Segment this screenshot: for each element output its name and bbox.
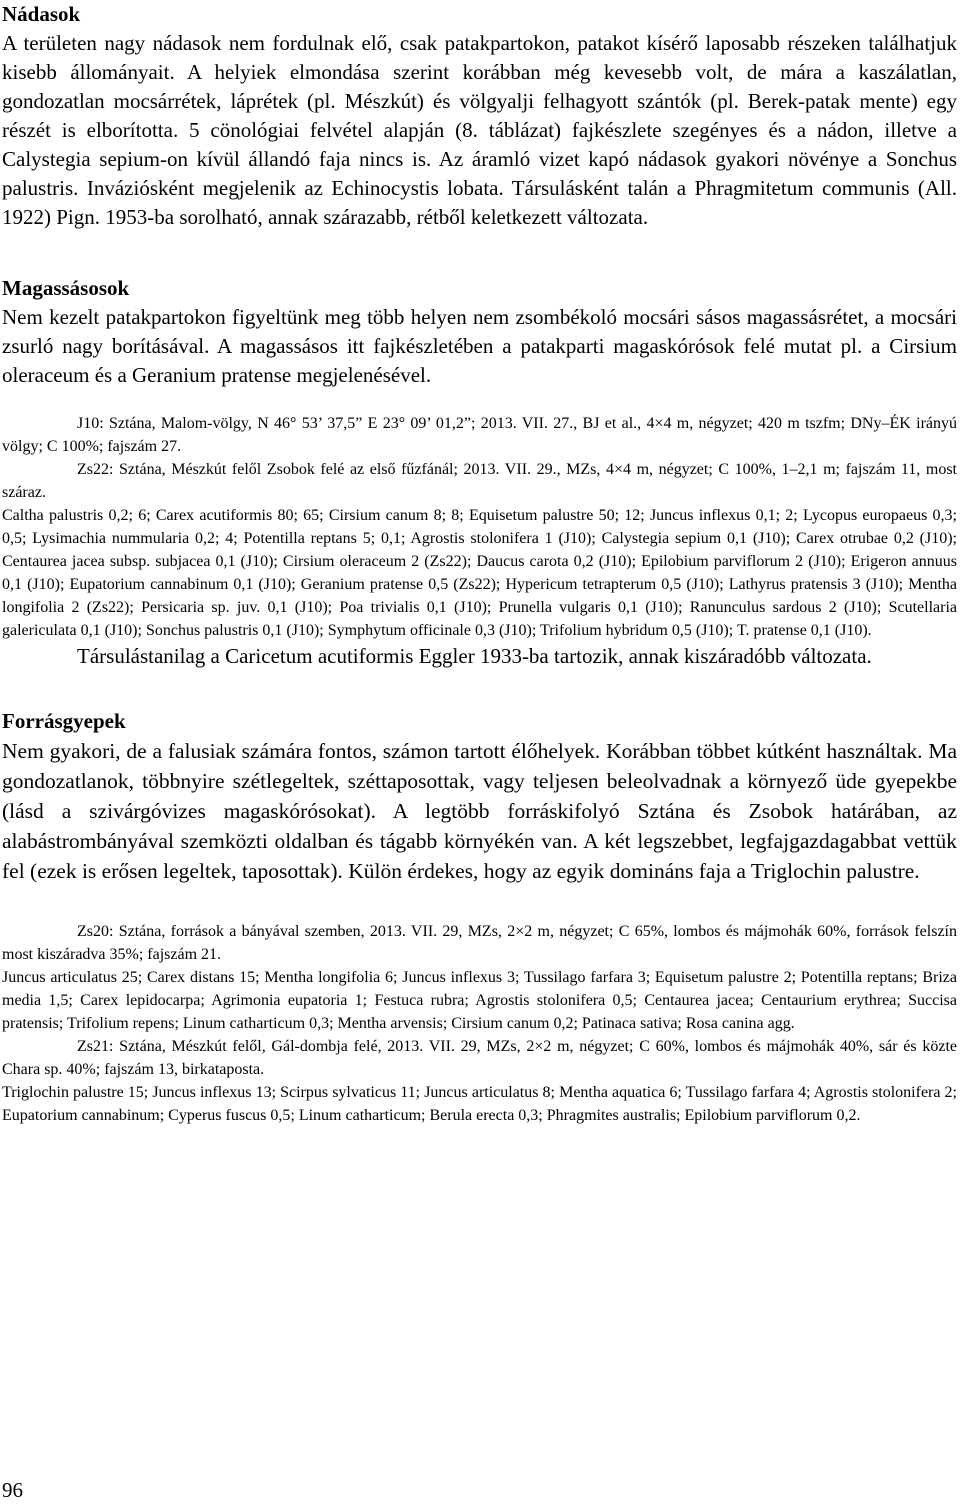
releves-forrasgyepek bbox=[2, 920, 957, 1127]
releve-header-zs20: Zs20: Sztána, források a bányával szemben, 2013. VII. 29, MZs, 2×2 m, négyzet; C 65%, lombos és májmohák 60%, források felszín most kiszáradva 35%; fajszám 21. bbox=[2, 923, 957, 963]
section-forrasgyepek bbox=[2, 707, 957, 1127]
section-title-nadasok: Nádasok bbox=[2, 2, 81, 26]
section-title-magassasosok: Magassásosok bbox=[2, 276, 130, 300]
section-title-forrasgyepek: Forrásgyepek bbox=[2, 709, 126, 733]
paragraph-magassasosok: Nem kezelt patakpartokon figyeltünk meg több helyen nem zsombékoló mocsári sásos magassásrétet, a mocsári zsurló nagy borításával. A magassásos itt fajkészletében a patakparti magaskórósok felé mutat pl. a Cirsium oleraceum és a Geranium pratense megjelenésével. bbox=[2, 305, 957, 387]
page-number: 96 bbox=[2, 1478, 23, 1502]
species-list-zs21: Triglochin palustre 15; Juncus inflexus 13; Scirpus sylvaticus 11; Juncus articulatus 8; Mentha aquatica 6; Tussilago farfara 4; Agrostis stolonifera 2; Eupatorium cannabinum; Cyperus fuscus 0,5; Linum catharticum; Berula erecta 0,3; Phragmites australis; Epilobium parviflorum 0,2. bbox=[2, 1084, 957, 1124]
section-magassasosok bbox=[2, 274, 957, 671]
releve-header-j10: J10: Sztána, Malom-völgy, N 46° 53’ 37,5” E 23° 09’ 01,2”; 2013. VII. 27., BJ et al., 4×4 m, négyzet; 420 m tszfm; DNy–ÉK irányú völgy; C 100%; fajszám 27. bbox=[2, 415, 957, 455]
paragraph-forrasgyepek: Nem gyakori, de a falusiak számára fontos, számon tartott élőhelyek. Korábban többet kútként használtak. Ma gondozatlanok, többnyire szétlegeltek, széttaposottak, vagy teljesen beleolvadnak a környező üde gyepekbe (lásd a szivárgóvizes magaskórósokat). A legtöbb forráskifolyó Sztána és Zsobok határában, az alabástrombányával szemközti oldalban és tágabb környékén van. A két legszebbet, legfajgazdagabbat vettük fel (ezek is erősen legeltek, taposottak). Külön érdekes, hogy az egyik domináns faja a Triglochin palustre. bbox=[2, 739, 957, 883]
species-list-zs20: Juncus articulatus 25; Carex distans 15; Mentha longifolia 6; Juncus inflexus 3; Tussilago farfara 3; Equisetum palustre 2; Potentilla reptans; Briza media 1,5; Carex lepidocarpa; Agrimonia eupatoria 1; Festuca rubra; Agrostis stolonifera 0,5; Centaurea jacea; Centaurium erythrea; Succisa pratensis; Trifolium repens; Linum catharticum 0,3; Mentha arvensis; Cirsium canum 0,2; Patinaca sativa; Rosa canina agg. bbox=[2, 969, 957, 1032]
paragraph-tarsulastan: Társulástanilag a Caricetum acutiformis Eggler 1933-ba tartozik, annak kiszáradóbb változata. bbox=[77, 644, 872, 668]
releves-magassasosok bbox=[2, 412, 957, 642]
paragraph-nadasok: A területen nagy nádasok nem fordulnak elő, csak patakpartokon, patakot kísérő laposabb részeken találhatjuk kisebb állományait. A helyiek elmondása szerint korábban még kevesebb volt, de mára a kaszálatlan, gondozatlan mocsárrétek, láprétek (pl. Mészkút) és völgyalji felhagyott szántók (pl. Berek-patak mente) egy részét is elborította. 5 cönológiai felvétel alapján (8. táblázat) fajkészlete szegényes és a nádon, illetve a Calystegia sepium-on kívül állandó faja nincs is. Az áramló vizet kapó nádasok gyakori növénye a Sonchus palustris. Inváziósként megjelenik az Echinocystis lobata. Társulásként talán a Phragmitetum communis (All. 1922) Pign. 1953-ba sorolható, annak szárazabb, rétből keletkezett változata. bbox=[2, 31, 957, 229]
section-nadasok bbox=[2, 0, 957, 232]
species-list-magassasosok: Caltha palustris 0,2; 6; Carex acutiformis 80; 65; Cirsium canum 8; 8; Equisetum palustre 50; 12; Juncus inflexus 0,1; 2; Lycopus europaeus 0,3; 0,5; Lysimachia nummularia 0,2; 4; Potentilla reptans 5; 0,1; Agrostis stolonifera 1 (J10); Calystegia sepium 0,1 (J10); Carex otrubae 0,2 (J10); Centaurea jacea subsp. subjacea 0,1 (J10); Cirsium oleraceum 2 (Zs22); Daucus carota 0,2 (J10); Epilobium parviflorum 2 (J10); Erigeron annuus 0,1 (J10); Eupatorium cannabinum 0,1 (J10); Geranium pratense 0,5 (Zs22); Hypericum tetrapterum 0,5 (J10); Lathyrus pratensis 3 (J10); Mentha longifolia 2 (Zs22); Persicaria sp. juv. 0,1 (J10); Poa trivialis 0,1 (J10); Prunella vulgaris 0,1 (J10); Ranunculus sardous 2 (J10); Scutellaria galericulata 0,1 (J10); Sonchus palustris 0,1 (J10); Symphytum officinale 0,3 (J10); Trifolium hybridum 0,5 (J10); T. pratense 0,1 (J10). bbox=[2, 507, 957, 639]
releve-header-zs22: Zs22: Sztána, Mészkút felől Zsobok felé az első fűzfánál; 2013. VII. 29., MZs, 4×4 m, négyzet; C 100%, 1–2,1 m; fajszám 11, most száraz. bbox=[2, 461, 957, 501]
releve-header-zs21: Zs21: Sztána, Mészkút felől, Gál-dombja felé, 2013. VII. 29, MZs, 2×2 m, négyzet; C 60%, lombos és májmohák 40%, sár és közte Chara sp. 40%; fajszám 13, birkataposta. bbox=[2, 1038, 957, 1078]
